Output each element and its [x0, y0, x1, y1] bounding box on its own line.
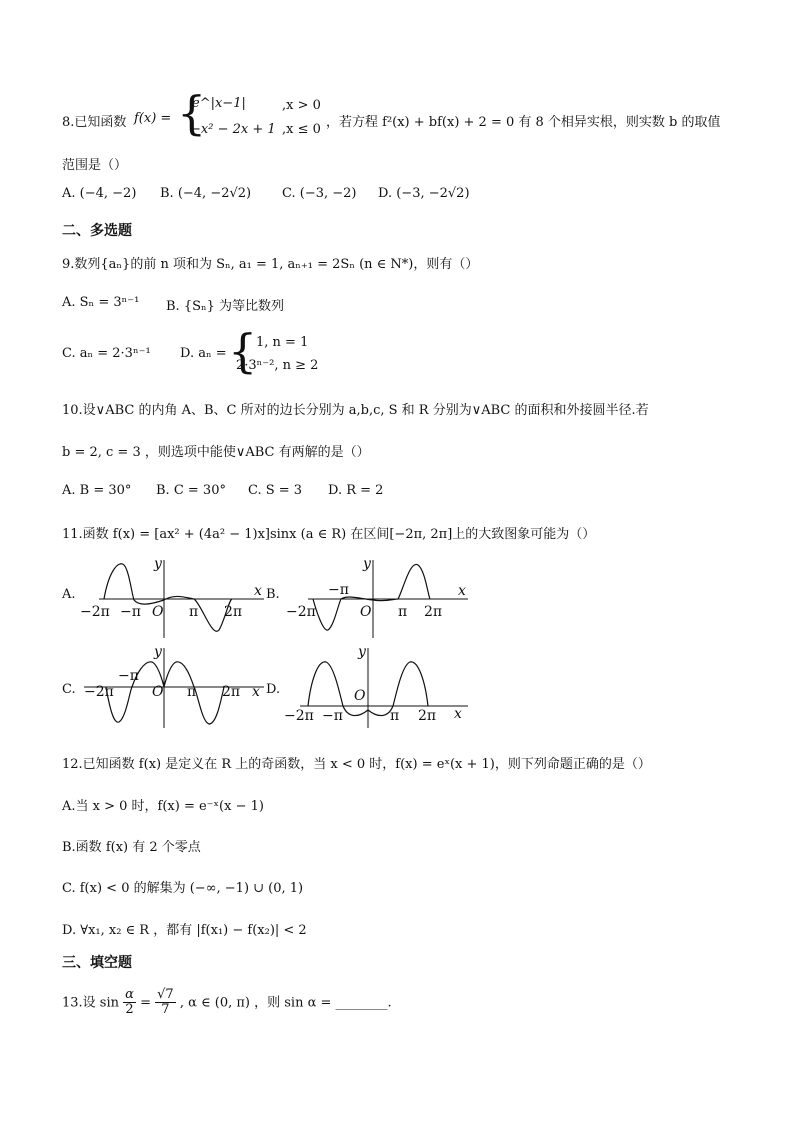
q9-option-d-prefix: D. aₙ = [180, 346, 227, 361]
graph-a-origin: O [152, 604, 164, 620]
graph-a-tick-pi: π [189, 604, 199, 620]
graph-a-axis-x: x [254, 583, 262, 599]
q12-option-b: B.函数 f(x) 有 2 个零点 [62, 840, 201, 855]
q8-case1-expr: e^|x−1| [192, 96, 246, 111]
graph-d-tick-pi: π [390, 708, 400, 724]
q8-tail: ，若方程 f²(x) + bf(x) + 2 = 0 有 8 个相异实根，则实数 b 的取值 [326, 115, 721, 130]
q8-case1-cond: ,x > 0 [282, 98, 321, 113]
q10-option-c: C. S = 3 [248, 483, 303, 498]
q12-option-d: D. ∀x₁, x₂ ∈ R ，都有 |f(x₁) − f(x₂)| < 2 [62, 923, 307, 938]
q12-option-c: C. f(x) < 0 的解集为 (−∞, −1) ∪ (0, 1) [62, 881, 304, 896]
q8-fx: f(x) = [134, 111, 172, 126]
q11-graph-c [74, 640, 274, 730]
q8-brace: { [177, 86, 207, 140]
q11-stem: 11.函数 f(x) = [ax² + (4a² − 1)x]sinx (a ∈ R) 在区间[−2π, 2π]上的大致图象可能为（） [62, 527, 596, 542]
q11-graph-b [278, 550, 478, 640]
graph-b-tick-neg2pi: −2π [286, 604, 316, 620]
q8-option-a: A. (−4, −2) [62, 186, 137, 201]
graph-c-tick-negpi: −π [118, 668, 139, 684]
q9-stem: 9.数列{aₙ}的前 n 项和为 Sₙ, a₁ = 1, aₙ₊₁ = 2Sₙ (n ∈ N*)，则有（） [62, 257, 479, 272]
q13-tail: , α ∈ (0, π) ，则 sin α = ________. [179, 995, 392, 1011]
graph-d-tick-neg2pi: −2π [284, 708, 314, 724]
graph-d-axis-y: y [358, 644, 366, 660]
q13-fraction-alpha-over-2 [123, 988, 136, 1018]
graph-c-tick-neg2pi: −2π [84, 684, 114, 700]
graph-c-origin: O [152, 684, 164, 700]
q10-option-a: A. B = 30° [62, 483, 132, 498]
q13-frac1-den: 2 [125, 1002, 134, 1018]
graph-c-axis-x: x [252, 684, 260, 700]
q12-option-a: A.当 x > 0 时，f(x) = e⁻ˣ(x − 1) [62, 799, 264, 814]
graph-b-axis-x: x [458, 583, 466, 599]
q8-option-d: D. (−3, −2√2) [378, 186, 470, 201]
graph-a-tick-2pi: 2π [224, 604, 243, 620]
q11-graph-a [74, 550, 274, 640]
q11-label-c: C. [62, 682, 76, 697]
q10-option-b: B. C = 30° [156, 483, 226, 498]
graph-d-tick-negpi: −π [322, 708, 343, 724]
q11-label-b: B. [266, 587, 280, 602]
q11-label-d: D. [266, 682, 281, 697]
graph-b-origin: O [360, 604, 372, 620]
q8-option-b: B. (−4, −2√2) [160, 186, 252, 201]
q10-option-d: D. R = 2 [328, 483, 384, 498]
q11-label-a: A. [62, 587, 76, 602]
graph-c-tick-2pi: 2π [222, 684, 241, 700]
section-heading-fill-in: 三、填空题 [62, 955, 132, 971]
q9-option-a: A. Sₙ = 3ⁿ⁻¹ [62, 295, 140, 310]
q13-fraction-sqrt7-over-7 [155, 988, 176, 1018]
q10-stem-line1: 10.设∨ABC 的内角 A、B、C 所对的边长分别为 a,b,c, S 和 R 分别为∨ABC 的面积和外接圆半径.若 [62, 403, 649, 418]
graph-a-tick-negpi: −π [120, 604, 141, 620]
graph-c-axis-y: y [154, 644, 162, 660]
graph-a-axis-y: y [154, 556, 162, 572]
q8-case2-cond: ,x ≤ 0 [282, 122, 321, 137]
section-heading-multiple-choice: 二、多选题 [62, 223, 132, 239]
graph-b-tick-pi: π [398, 604, 408, 620]
q13-frac2-den: 7 [161, 1002, 170, 1018]
q9-option-b: B. {Sₙ} 为等比数列 [166, 299, 285, 314]
q11-graph-d [278, 640, 478, 730]
q12-stem: 12.已知函数 f(x) 是定义在 R 上的奇函数，当 x < 0 时，f(x) = eˣ(x + 1)，则下列命题正确的是（） [62, 757, 651, 772]
q13-frac1-num: α [125, 987, 134, 1002]
q8-prefix: 8.已知函数 [62, 115, 127, 130]
q9-option-c: C. aₙ = 2·3ⁿ⁻¹ [62, 346, 151, 361]
graph-a-tick-neg2pi: −2π [80, 604, 110, 620]
graph-b-tick-2pi: 2π [424, 604, 443, 620]
q9-option-d-case2: 2·3ⁿ⁻², n ≥ 2 [236, 358, 319, 373]
q13-frac2-num: √7 [157, 987, 174, 1002]
q9-option-d-brace: { [228, 324, 258, 378]
q8-option-c: C. (−3, −2) [282, 186, 357, 201]
graph-d-axis-x: x [454, 706, 462, 722]
q13-equals: = [140, 995, 151, 1011]
q10-stem-line2: b = 2, c = 3 ，则选项中能使∨ABC 有两解的是（） [62, 445, 370, 460]
graph-b-axis-y: y [363, 556, 371, 572]
q13-line [62, 988, 392, 1018]
graph-d-origin: O [354, 688, 366, 704]
q8-case2-expr: −x² − 2x + 1 [190, 122, 276, 137]
q13-prefix: 13.设 sin [62, 995, 120, 1011]
graph-d-tick-2pi: 2π [418, 708, 437, 724]
graph-b-tick-negpi: −π [328, 582, 349, 598]
q9-option-d-case1: 1, n = 1 [256, 335, 309, 350]
q8-line2: 范围是（） [62, 158, 128, 173]
graph-c-tick-pi: π [187, 684, 197, 700]
